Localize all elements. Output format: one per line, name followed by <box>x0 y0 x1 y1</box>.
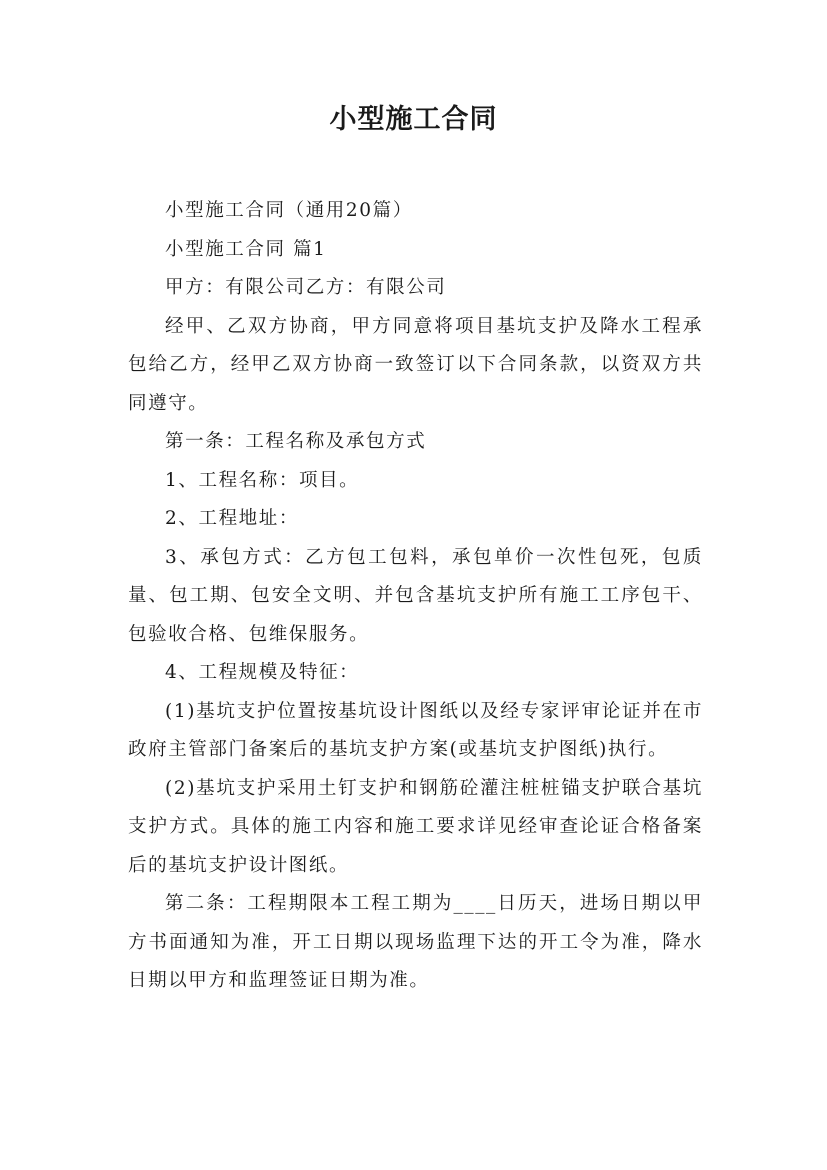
paragraph-scale-item-2: (2)基坑支护采用土钉支护和钢筋砼灌注桩桩锚支护联合基坑支护方式。具体的施工内容和施工要求详见经审查论证合格备案后的基坑支护设计图纸。 <box>128 777 703 876</box>
paragraph-article-2: 第二条：工程期限本工程工期为____日历天，进场日期以甲方书面通知为准，开工日期以现场监理下达的开工令为准，降水日期以甲方和监理签证日期为准。 <box>128 893 703 991</box>
document-body <box>128 192 703 1001</box>
paragraph-project-address: 2、工程地址： <box>165 508 299 529</box>
paragraph-scale-item-1: (1)基坑支护位置按基坑设计图纸以及经专家评审论证并在市政府主管部门备案后的基坑支护方案(或基坑支护图纸)执行。 <box>128 700 703 760</box>
paragraph-contract-method: 3、承包方式：乙方包工包料，承包单价一次性包死，包质量、包工期、包安全文明、并包含基坑支护所有施工工序包干、包验收合格、包维保服务。 <box>128 546 703 645</box>
paragraph-preamble: 经甲、乙双方协商，甲方同意将项目基坑支护及降水工程承包给乙方，经甲乙双方协商一致签订以下合同条款，以资双方共同遵守。 <box>128 315 703 414</box>
paragraph-section-heading: 小型施工合同 篇1 <box>165 238 327 260</box>
paragraph-article-1-heading: 第一条：工程名称及承包方式 <box>165 431 427 452</box>
paragraph-project-scale: 4、工程规模及特征： <box>165 662 360 683</box>
paragraph-parties: 甲方：有限公司乙方：有限公司 <box>165 277 447 298</box>
document-title: 小型施工合同 <box>329 104 498 135</box>
paragraph-project-name: 1、工程名称：项目。 <box>165 469 360 491</box>
paragraph-contract-heading: 小型施工合同（通用20篇） <box>165 200 413 221</box>
